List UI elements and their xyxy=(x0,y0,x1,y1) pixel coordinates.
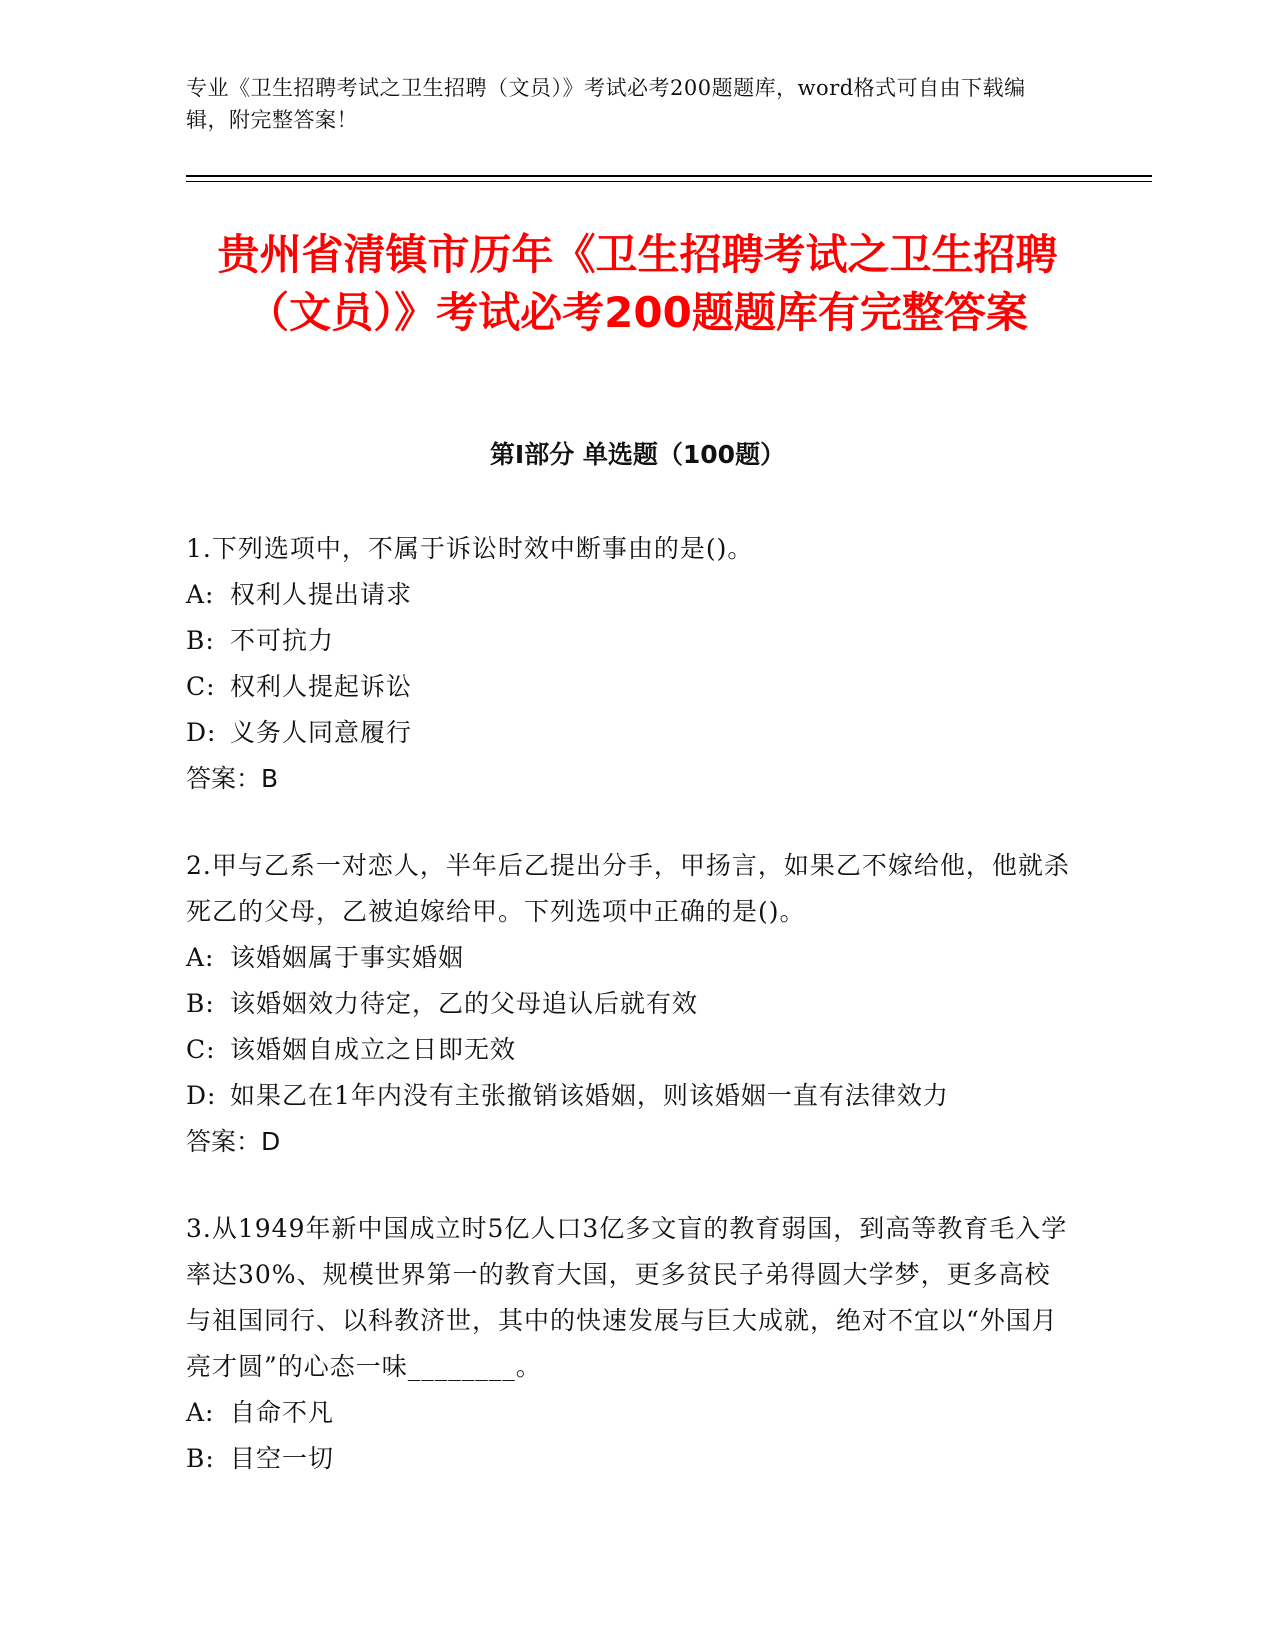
document-title: 贵州省清镇市历年《卫生招聘考试之卫生招聘（文员）》考试必考200题题库有完整答案 xyxy=(217,230,1058,337)
option-key: A: xyxy=(186,580,215,609)
option-key: A: xyxy=(186,943,215,972)
question-stem: 1.下列选项中，不属于诉讼时效中断事由的是()。 xyxy=(186,534,754,563)
option-b xyxy=(186,1436,1076,1482)
option-text: 该婚姻自成立之日即无效 xyxy=(230,1035,517,1064)
option-key: B: xyxy=(186,989,215,1018)
option-text: 义务人同意履行 xyxy=(230,718,413,747)
header-divider-thin xyxy=(186,181,1152,182)
option-key: C: xyxy=(186,1035,216,1064)
option-a xyxy=(186,572,1076,618)
answer-line: 答案：B xyxy=(186,764,279,793)
option-d xyxy=(186,710,1076,756)
section-heading: 第I部分 单选题（100题） xyxy=(489,440,786,469)
option-text: 权利人提出请求 xyxy=(230,580,413,609)
answer-line: 答案：D xyxy=(186,1127,281,1156)
header-divider xyxy=(186,175,1152,177)
option-a xyxy=(186,1390,1076,1436)
option-text: 目空一切 xyxy=(230,1444,335,1473)
option-b xyxy=(186,618,1076,664)
question-2 xyxy=(186,843,1076,1165)
option-key: D: xyxy=(186,1081,217,1110)
option-text: 如果乙在1年内没有主张撤销该婚姻，则该婚姻一直有法律效力 xyxy=(230,1081,949,1110)
option-text: 自命不凡 xyxy=(230,1398,335,1427)
question-stem: 3.从1949年新中国成立时5亿人口3亿多文盲的教育弱国，到高等教育毛入学率达30%、规模世界第一的教育大国，更多贫民子弟得圆大学梦，更多高校与祖国同行、以科教济世，其中的快速发展与巨大成就，绝对不宜以“外国月亮才圆”的心态一味________。 xyxy=(186,1214,1068,1381)
option-text: 该婚姻效力待定，乙的父母追认后就有效 xyxy=(230,989,699,1018)
option-key: D: xyxy=(186,718,217,747)
header-note: 专业《卫生招聘考试之卫生招聘（文员）》考试必考200题题库，word格式可自由下载编辑，附完整答案！ xyxy=(186,76,1026,132)
option-key: B: xyxy=(186,626,215,655)
option-key: A: xyxy=(186,1398,215,1427)
question-stem: 2.甲与乙系一对恋人，半年后乙提出分手，甲扬言，如果乙不嫁给他，他就杀死乙的父母，乙被迫嫁给甲。下列选项中正确的是()。 xyxy=(186,851,1070,926)
option-text: 不可抗力 xyxy=(230,626,335,655)
question-1 xyxy=(186,526,1076,802)
question-3 xyxy=(186,1206,1076,1482)
option-c xyxy=(186,1027,1076,1073)
option-d xyxy=(186,1073,1076,1119)
option-b xyxy=(186,981,1076,1027)
question-list xyxy=(186,526,1076,1523)
option-text: 该婚姻属于事实婚姻 xyxy=(230,943,465,972)
option-a xyxy=(186,935,1076,981)
option-text: 权利人提起诉讼 xyxy=(230,672,413,701)
option-key: C: xyxy=(186,672,216,701)
option-c xyxy=(186,664,1076,710)
option-key: B: xyxy=(186,1444,215,1473)
